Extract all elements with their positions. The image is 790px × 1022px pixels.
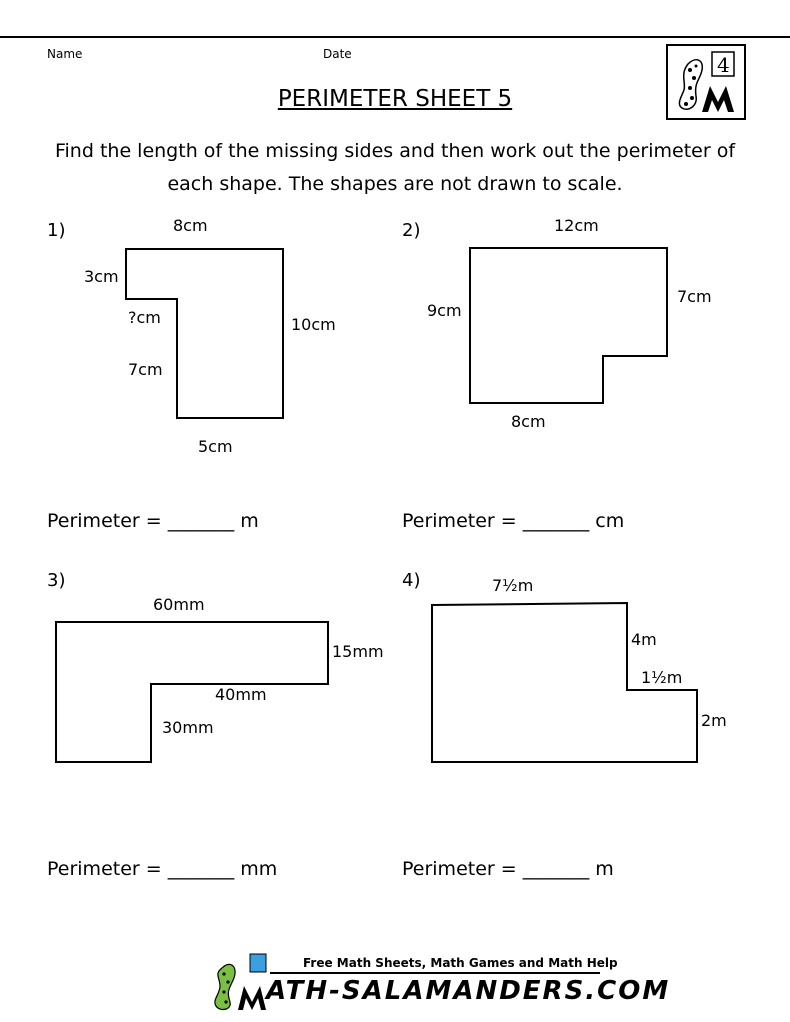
- footer-site-link[interactable]: ATH-SALAMANDERS.COM: [266, 976, 671, 1006]
- footer-logo-icon: [208, 952, 268, 1016]
- page-title: PERIMETER SHEET 5: [277, 86, 513, 112]
- shape-2: [470, 248, 667, 403]
- shape-4-label-top: 7½m: [492, 576, 534, 595]
- footer-tagline: Free Math Sheets, Math Games and Math Help: [303, 956, 618, 970]
- shape-2-label-top: 12cm: [554, 216, 599, 235]
- date-label: Date: [323, 47, 352, 61]
- shape-3-label-top: 60mm: [153, 595, 205, 614]
- perimeter-prefix: Perimeter = _______: [402, 510, 590, 532]
- footer-divider: [270, 972, 600, 974]
- problem-2-perimeter[interactable]: [402, 510, 624, 532]
- shape-3: [56, 622, 328, 762]
- perimeter-unit: cm: [595, 510, 625, 532]
- perimeter-prefix: Perimeter = _______: [402, 858, 590, 880]
- shape-1: [126, 249, 283, 418]
- shape-1-label-left-short: 3cm: [84, 267, 119, 286]
- perimeter-prefix: Perimeter = _______: [47, 858, 235, 880]
- name-label: Name: [47, 47, 83, 61]
- shape-1-label-missing: ?cm: [128, 308, 161, 327]
- shape-3-label-right: 15mm: [332, 642, 384, 661]
- shape-2-label-bottom: 8cm: [511, 412, 546, 431]
- problem-1-number: 1): [47, 220, 66, 241]
- problem-4-number: 4): [402, 570, 421, 591]
- problem-3-number: 3): [47, 570, 66, 591]
- perimeter-prefix: Perimeter = _______: [47, 510, 235, 532]
- shape-3-label-inner: 40mm: [215, 685, 267, 704]
- shape-2-label-left: 9cm: [427, 301, 462, 320]
- shape-4-label-right-lower: 2m: [701, 711, 727, 730]
- shape-3-label-step: 30mm: [162, 718, 214, 737]
- shape-4-label-step: 1½m: [641, 668, 683, 687]
- problem-4-perimeter[interactable]: [402, 858, 614, 880]
- shape-1-label-bottom: 5cm: [198, 437, 233, 456]
- perimeter-unit: m: [240, 510, 259, 532]
- shape-1-label-top: 8cm: [173, 216, 208, 235]
- problem-1-perimeter[interactable]: [47, 510, 259, 532]
- shape-1-label-right: 10cm: [291, 315, 336, 334]
- shape-2-label-right: 7cm: [677, 287, 712, 306]
- problem-2-number: 2): [402, 220, 421, 241]
- perimeter-unit: mm: [240, 858, 278, 880]
- shape-1-label-left-long: 7cm: [128, 360, 163, 379]
- instructions: Find the length of the missing sides and then work out the perimeter of each shape. The shapes are not drawn to scale.: [54, 140, 736, 195]
- grade-badge: 4: [717, 53, 730, 77]
- perimeter-unit: m: [595, 858, 614, 880]
- problem-3-perimeter[interactable]: [47, 858, 277, 880]
- shape-4-label-right-upper: 4m: [631, 630, 657, 649]
